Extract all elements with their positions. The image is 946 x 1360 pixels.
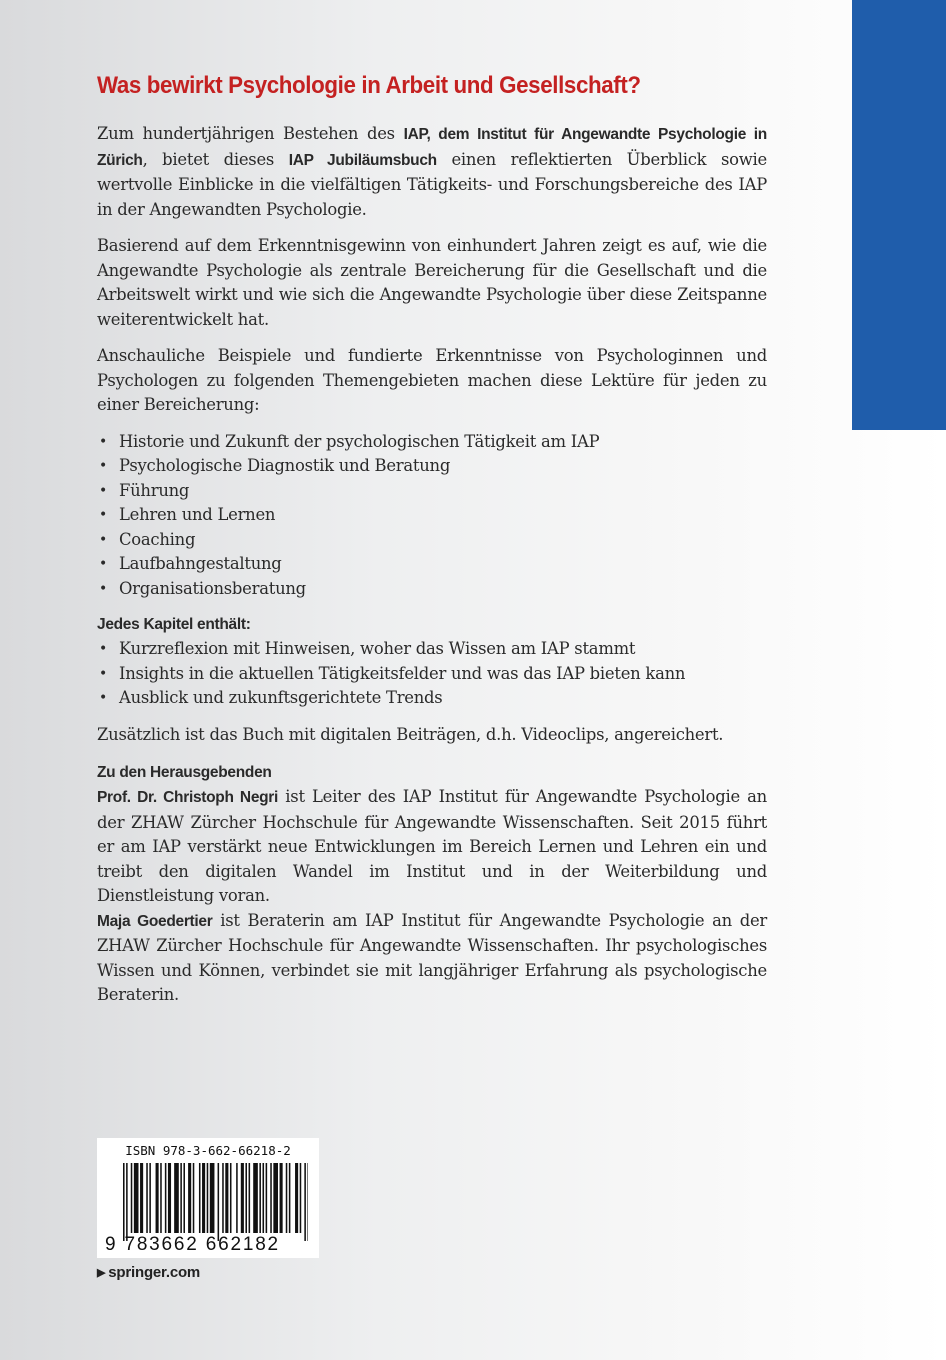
barcode-bar	[188, 1163, 191, 1233]
chapter-list	[97, 637, 767, 711]
list-item: • Führung	[97, 479, 767, 504]
publisher-link[interactable]	[97, 1264, 200, 1281]
intro-paragraph-1	[97, 122, 767, 222]
barcode-bar	[230, 1163, 232, 1233]
barcode-bar	[149, 1163, 151, 1233]
book-name: IAP Jubiläumsbuch	[288, 151, 437, 169]
list-item: • Psychologische Diagnostik und Beratung	[97, 454, 767, 479]
barcode-bar	[134, 1163, 139, 1233]
barcode-bar	[225, 1163, 228, 1233]
barcode-bar	[222, 1163, 224, 1233]
intro-paragraph-3: Anschauliche Beispiele und fundierte Erkenntnisse von Psychologinnen und Psychologen zu folgenden Themengebieten machen diese Lektüre für jeden zu einer Bereicherung:	[97, 346, 767, 414]
barcode-bar	[160, 1163, 162, 1233]
barcode-bar	[286, 1163, 288, 1233]
barcode-bar	[249, 1163, 251, 1233]
barcode-bar	[253, 1163, 258, 1233]
barcode-bar	[123, 1163, 125, 1241]
editor-goedertier	[97, 909, 767, 1008]
topic-list	[97, 430, 767, 602]
list-item: • Laufbahngestaltung	[97, 552, 767, 577]
list-item: • Lehren und Lernen	[97, 503, 767, 528]
editor-bio: ist Beraterin am IAP Institut für Angewandte Psychologie an der ZHAW Zürcher Hochschule für Angewandte Wissenschaften. Ihr psychologisches Wissen und Können, verbindet sie mit langjähriger Erfahrung als psychologische Beraterin.	[97, 910, 767, 1004]
editor-name: Prof. Dr. Christoph Negri	[97, 789, 279, 806]
barcode-bar	[146, 1163, 148, 1233]
back-cover-content	[97, 72, 767, 1008]
barcode-bar	[199, 1163, 201, 1233]
barcode-bar	[245, 1163, 247, 1233]
intro-text: , bietet dieses	[142, 149, 289, 169]
barcode-bar	[270, 1163, 272, 1233]
barcode-bar	[210, 1163, 215, 1233]
barcode-bar	[193, 1163, 195, 1233]
barcode-bar	[241, 1163, 244, 1233]
editor-name: Maja Goedertier	[97, 912, 213, 930]
barcode-bar	[168, 1163, 171, 1233]
list-item: • Coaching	[97, 528, 767, 553]
barcode-bar	[307, 1163, 308, 1241]
barcode-bar	[259, 1163, 261, 1233]
barcode-bar	[131, 1163, 133, 1233]
barcode-bar	[218, 1163, 220, 1241]
additional-note: Zusätzlich ist das Buch mit digitalen Beiträgen, d.h. Videoclips, angereichert.	[97, 724, 724, 744]
list-item: • Kurzreflexion mit Hinweisen, woher das Wissen am IAP stammt	[97, 637, 767, 662]
intro-text: einen reflektierten Überblick sowie wertvolle Einblicke in die vielfältigen Tätigkeits- und Forschungsbereiche des IAP in der Angewandten Psychologie.	[97, 149, 767, 219]
barcode-bars	[123, 1163, 308, 1241]
chapter-heading: Jedes Kapitel enthält:	[97, 616, 251, 633]
intro-paragraph-2: Basierend auf dem Erkenntnisgewinn von einhundert Jahren zeigt es auf, wie die Angewandte Psychologie als zentrale Bereicherung für die Gesellschaft und die Arbeitswelt wirkt und wie sich die Angewandte Psychologie über diese Zeitspanne weiterentwickelt hat.	[97, 236, 767, 329]
barcode-bar	[174, 1163, 179, 1233]
page-title: Was bewirkt Psychologie in Arbeit und Gesellschaft?	[97, 72, 641, 99]
barcode-bar	[180, 1163, 182, 1233]
editors-section	[97, 761, 767, 1008]
blue-accent-bar	[852, 0, 946, 430]
barcode-bar	[165, 1163, 167, 1233]
list-item: • Insights in die aktuellen Tätigkeitsfelder und was das IAP bieten kann	[97, 662, 767, 687]
isbn-barcode	[97, 1138, 319, 1258]
editor-negri	[97, 785, 767, 909]
list-item: • Organisationsberatung	[97, 577, 767, 602]
list-item: • Ausblick und zukunftsgerichtete Trends	[97, 686, 767, 711]
barcode-bar	[207, 1163, 209, 1233]
intro-text: Zum hundertjährigen Bestehen des	[97, 124, 404, 143]
barcode-bar	[295, 1163, 298, 1233]
list-item: • Historie und Zukunft der psychologischen Tätigkeit am IAP	[97, 430, 767, 455]
barcode-bar	[140, 1163, 143, 1233]
barcode-bar	[273, 1163, 278, 1233]
institute-name: IAP, dem Institut für Angewandte Psychologie in Zürich	[97, 126, 767, 169]
editor-bio: ist Leiter des IAP Institut für Angewandte Psychologie an der ZHAW Zürcher Hochschule für Angewandte Wissenschaften. Seit 2015 führt er am IAP verstärkt neue Entwicklungen im Bereich Lernen und Lehren ein und treibt den digitalen Wandel im Institut und in der Weiterbildung und Dienstleistung voran.	[97, 787, 767, 905]
barcode-bar	[183, 1163, 185, 1233]
isbn-label: ISBN 978-3-662-66218-2	[125, 1143, 291, 1158]
barcode-bar	[266, 1163, 268, 1233]
barcode-bar	[289, 1163, 291, 1233]
barcode-bar	[236, 1163, 238, 1233]
barcode-bar	[300, 1163, 302, 1233]
editors-heading: Zu den Herausgebenden	[97, 764, 272, 781]
barcode-bar	[126, 1163, 128, 1241]
barcode-bar	[304, 1163, 306, 1241]
barcode-bar	[202, 1163, 205, 1233]
publisher-url: springer.com	[108, 1264, 201, 1281]
play-arrow-icon: ▶	[97, 1267, 106, 1279]
barcode-bar	[280, 1163, 283, 1233]
barcode-bar	[263, 1163, 265, 1233]
barcode-bar	[156, 1163, 159, 1233]
isbn-digits: 9 783662 662182	[105, 1234, 280, 1255]
